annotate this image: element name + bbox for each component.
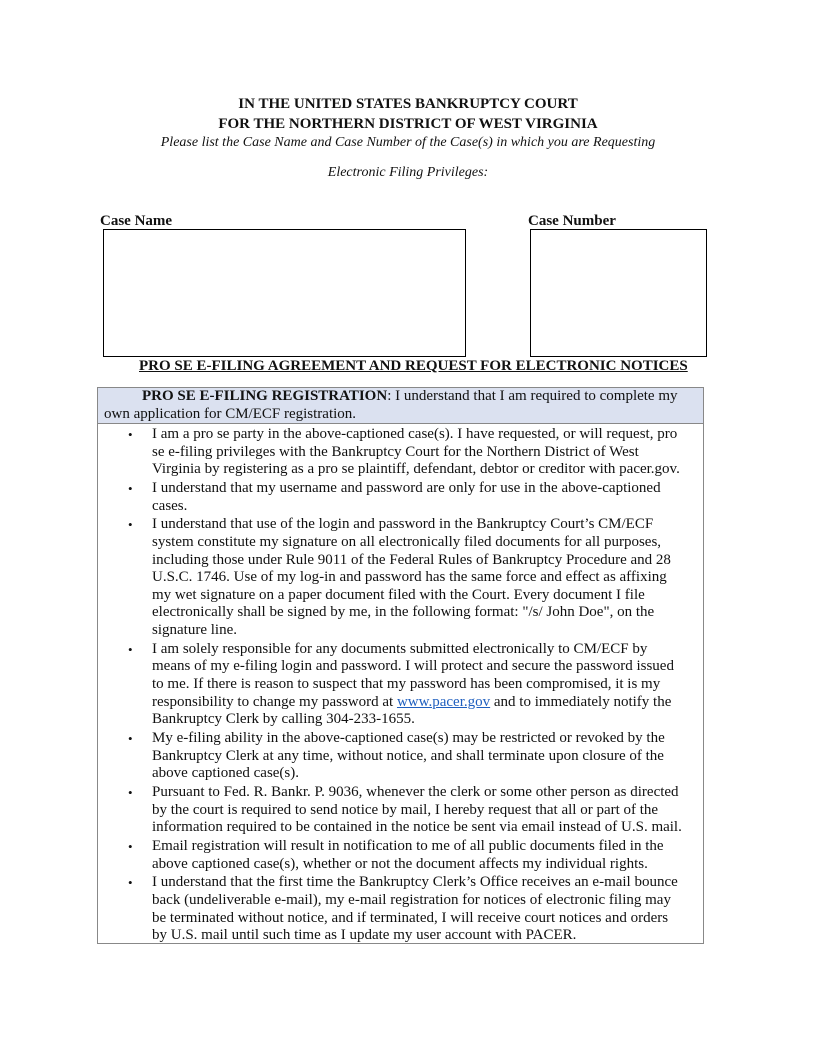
list-item-text: information required to be contained in the notice be sent via email instead of U.S. mail. xyxy=(152,819,682,836)
list-item-line xyxy=(152,480,661,498)
bullet-icon: • xyxy=(128,481,133,496)
case-number-label: Case Number xyxy=(528,213,616,229)
case-name-label: Case Name xyxy=(100,213,173,229)
list-item-line xyxy=(152,622,237,640)
list-item-text: My e-filing ability in the above-captioned case(s) may be restricted or revoked by the xyxy=(152,730,665,746)
list-item-text: Bankruptcy Clerk by calling 304-233-1655. xyxy=(152,711,415,728)
list-item-text: above captioned case(s), whether or not the document affects my individual rights. xyxy=(152,855,648,872)
district-title: FOR THE NORTHERN DISTRICT OF WEST VIRGINIA xyxy=(218,116,598,132)
list-item-line xyxy=(152,587,645,605)
list-item-line xyxy=(152,892,671,910)
list-item-line xyxy=(152,676,660,694)
instructions-line1: Please list the Case Name and Case Number of the Case(s) in which you are Requesting xyxy=(160,135,656,150)
list-item-text: electronically shall be signed by me, in the following format: "/s/ John Doe", on the xyxy=(152,604,655,621)
list-item-text: Virginia by registering as a pro se plaintiff, defendant, debtor or creditor with pacer.gov. xyxy=(152,461,680,478)
list-item-line xyxy=(152,927,576,945)
agreement-title: PRO SE E-FILING AGREEMENT AND REQUEST FOR ELECTRONIC NOTICES xyxy=(139,358,688,374)
list-item-text: by U.S. mail until such time as I update my user account with PACER. xyxy=(152,927,577,944)
list-item-line xyxy=(152,819,682,837)
list-item-text: including those under Rule 9011 of the Federal Rules of Bankruptcy Procedure and 28 xyxy=(152,551,671,568)
bullet-icon: • xyxy=(128,731,133,746)
list-item-text: to me. If there is reason to suspect that my password has been compromised, it is my xyxy=(152,676,661,692)
bullet-icon: • xyxy=(128,517,133,533)
list-item-line xyxy=(152,838,664,856)
list-item-line xyxy=(152,730,665,748)
list-item-text: be terminated without notice, and if terminated, I will receive court notices and orders xyxy=(152,909,669,926)
list-item-line xyxy=(152,784,679,802)
list-item-line xyxy=(152,426,677,444)
list-item-line xyxy=(152,711,415,729)
list-item-text: I am solely responsible for any documents submitted electronically to CM/ECF by xyxy=(152,640,648,657)
case-number-input[interactable] xyxy=(530,229,707,357)
bullet-icon: • xyxy=(128,839,133,854)
list-item-text: back (undeliverable e-mail), my e-mail registration for notices of electronic filing may xyxy=(152,892,671,908)
court-title: IN THE UNITED STATES BANKRUPTCY COURT xyxy=(238,96,578,112)
list-item-line xyxy=(152,856,648,874)
list-item-text: my wet signature on a paper document filed with the Court. Every document I file xyxy=(152,586,645,603)
registration-header xyxy=(98,388,703,424)
list-item-text: system constitute my signature on all electronically filed documents for all purposes, xyxy=(152,534,662,550)
list-item-line xyxy=(152,802,658,820)
list-item-line xyxy=(152,498,187,516)
list-item-line xyxy=(152,658,674,676)
list-item-line xyxy=(152,694,671,712)
list-item-line xyxy=(152,534,661,552)
list-item-line xyxy=(152,569,667,587)
pacer-link[interactable]: www.pacer.gov xyxy=(396,693,491,710)
list-item-text: Bankruptcy Clerk at any time, without notice, and shall terminate upon closure of the xyxy=(152,747,664,764)
registration-table xyxy=(97,387,704,944)
bullet-icon: • xyxy=(128,875,133,891)
list-item-line xyxy=(152,552,671,570)
bullet-icon: • xyxy=(128,427,133,442)
list-item-text: I understand that my username and password are only for use in the above-captioned xyxy=(152,480,661,496)
list-item-line xyxy=(152,641,647,659)
registration-heading-text: : I understand that I am required to complete my xyxy=(387,388,678,404)
list-item-text: responsibility to change my password at xyxy=(152,693,397,710)
bullet-icon: • xyxy=(128,641,133,657)
list-item-text: I understand that the first time the Bankruptcy Clerk’s Office receives an e-mail bounce xyxy=(152,874,678,891)
bullet-icon: • xyxy=(128,785,133,800)
list-item-text: se e-filing privileges with the Bankruptcy Court for the Northern District of West xyxy=(152,443,639,460)
registration-heading-line2: own application for CM/ECF registration. xyxy=(104,405,357,422)
list-item-text: U.S.C. 1746. Use of my log-in and password has the same force and effect as affixing xyxy=(152,569,667,586)
list-item-line xyxy=(152,604,654,622)
list-item-line xyxy=(152,910,668,928)
list-item-text: Email registration will result in notification to me of all public documents filed in the xyxy=(152,838,664,854)
list-item-text: and to immediately notify the xyxy=(490,693,672,710)
list-item-text: Pursuant to Fed. R. Bankr. P. 9036, whenever the clerk or some other person as directed xyxy=(152,784,679,800)
list-item-text: by the court is required to send notice by mail, I hereby request that all or part of the xyxy=(152,801,659,818)
registration-heading: PRO SE E-FILING REGISTRATION xyxy=(142,388,388,404)
list-item-text: above captioned case(s). xyxy=(152,765,300,782)
list-item-line xyxy=(152,516,653,534)
list-item-text: I am a pro se party in the above-captioned case(s). I have requested, or will request, pro xyxy=(152,426,678,442)
list-item-text: I understand that use of the login and password in the Bankruptcy Court’s CM/ECF xyxy=(152,516,654,533)
instructions-line2: Electronic Filing Privileges: xyxy=(327,165,489,180)
list-item-text: cases. xyxy=(152,497,188,514)
list-item-line xyxy=(152,444,639,462)
list-item-line xyxy=(152,765,299,783)
list-item-line xyxy=(152,874,678,892)
list-item-text: means of my e-filing login and password. I will protect and secure the password issued xyxy=(152,658,674,675)
case-name-input[interactable] xyxy=(103,229,466,357)
list-item-line xyxy=(152,748,664,766)
list-item-line xyxy=(152,461,680,479)
list-item-text: signature line. xyxy=(152,622,237,638)
